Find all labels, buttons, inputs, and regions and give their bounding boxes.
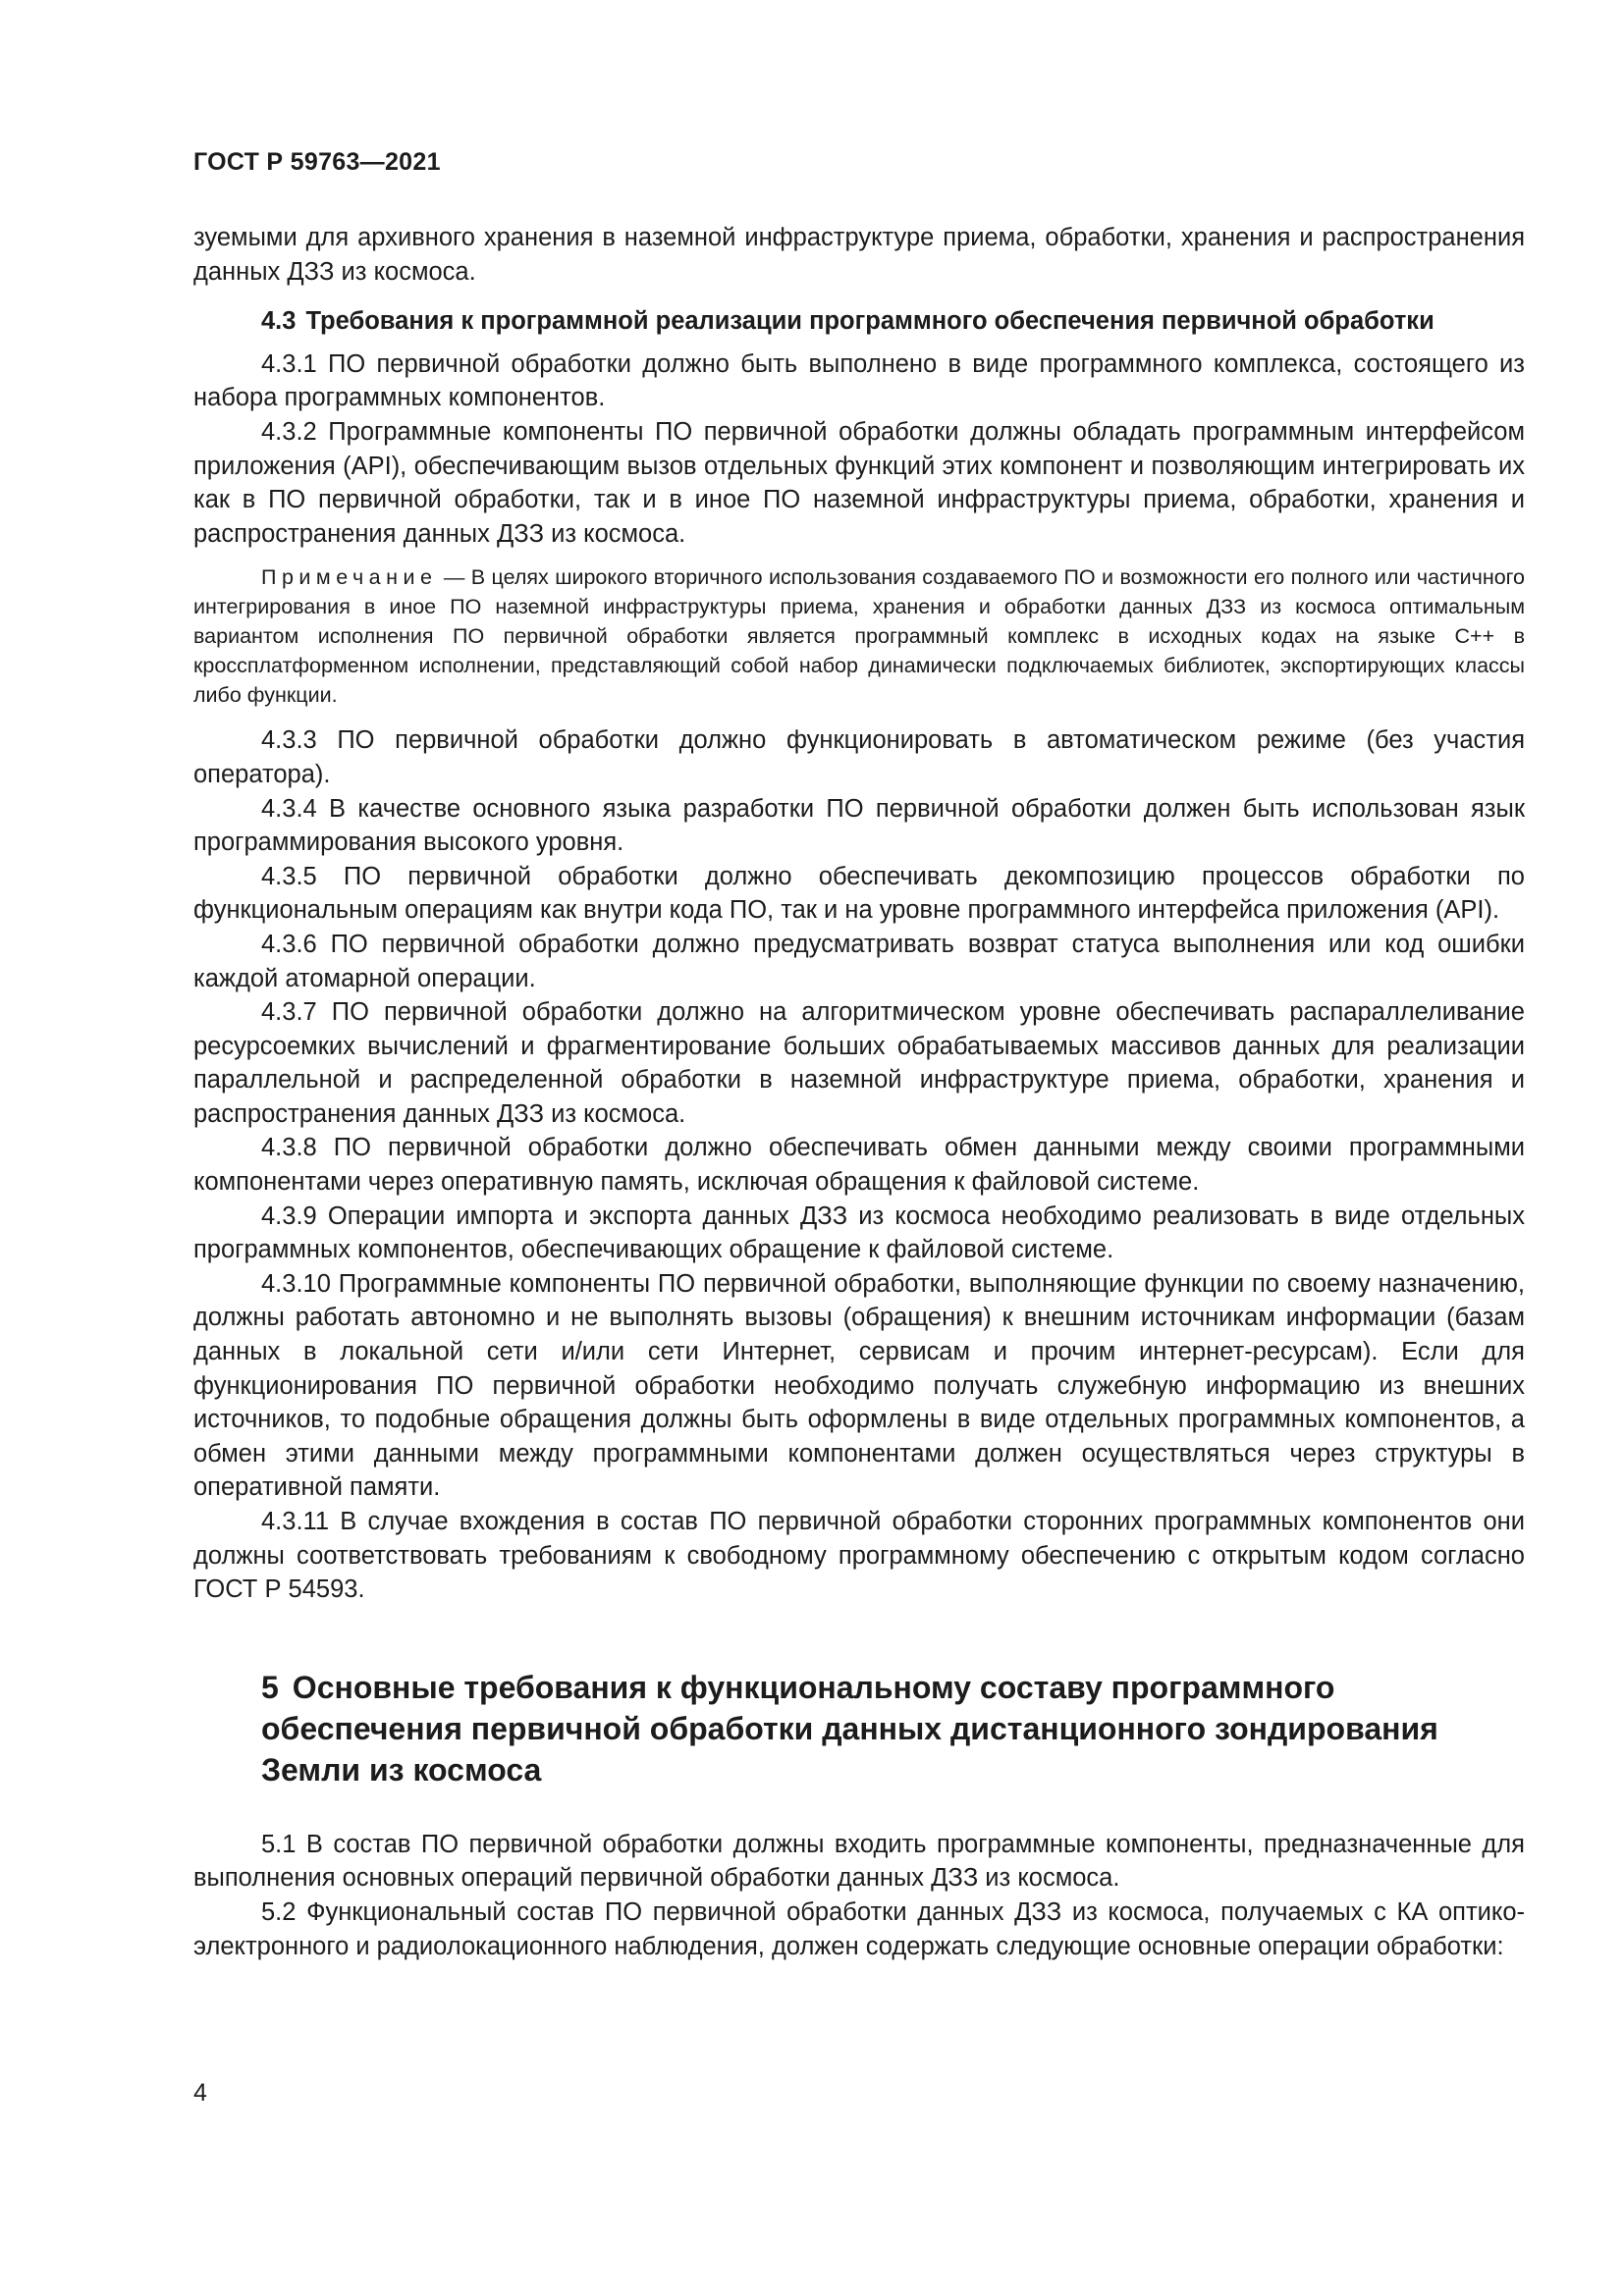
section-heading-5 [193, 1667, 1525, 1790]
paragraph-4-3-8: 4.3.8 ПО первичной обработки должно обеспечивать обмен данными между своими программными компонентами через оперативную память, исключая обращения к файловой системе. [193, 1134, 1525, 1197]
page-number: 4 [193, 2079, 207, 2107]
section-number: 5 [261, 1669, 279, 1705]
note-label: Примечание [261, 565, 438, 590]
paragraph-4-3-2: 4.3.2 Программные компоненты ПО первичной обработки должны обладать программным интерфейсом приложения (API), обеспечивающим вызов отдельных функций этих компонент и позволяющим интегрировать их как в ПО первичной обработки, так и в иное ПО наземной инфраструктуры приема, обработки, хранения и распространения данных ДЗЗ из космоса. [193, 417, 1525, 548]
paragraph-4-3-4: 4.3.4 В качестве основного языка разработки ПО первичной обработки должен быть использован язык программирования высокого уровня. [193, 794, 1525, 857]
paragraph-4-3-11: 4.3.11 В случае вхождения в состав ПО первичной обработки сторонних программных компонентов они должны соответствовать требованиям к свободному программному обеспечению с открытым кодом согласно ГОСТ Р 54593. [193, 1508, 1525, 1604]
paragraph-4-3-1: 4.3.1 ПО первичной обработки должно быть выполнено в виде программного комплекса, состоящего из набора программных компонентов. [193, 349, 1525, 412]
paragraph-4-3-3: 4.3.3 ПО первичной обработки должно функционировать в автоматическом режиме (без участия оператора). [193, 726, 1525, 788]
document-code-header: ГОСТ Р 59763—2021 [193, 148, 441, 176]
paragraph-5-2: 5.2 Функциональный состав ПО первичной обработки данных ДЗЗ из космоса, получаемых с КА оптико-электронного и радиолокационного наблюдения, должен содержать следующие основные операции обработки: [193, 1897, 1525, 1960]
note-text: — В целях широкого вторичного использования создаваемого ПО и возможности его полного или частичного интегрирования в иное ПО наземной инфраструктуры приема, хранения и обработки данных ДЗЗ из космоса оптимальным вариантом исполнения ПО первичной обработки является программный комплекс в исходных кодах на языке С++ в кроссплатформенном исполнении, представляющий собой набор динамически подключаемых библиотек, экспортирующих классы либо функции. [193, 565, 1525, 708]
subsection-number: 4.3 [261, 307, 297, 336]
paragraph-4-3-5: 4.3.5 ПО первичной обработки должно обеспечивать декомпозицию процессов обработки по функциональным операциям как внутри кода ПО, так и на уровне программного интерфейса приложения (API). [193, 862, 1525, 925]
section-title: Основные требования к функциональному составу программного обеспечения первичной обработки данных дистанционного зондирования Земли из космоса [261, 1669, 1438, 1788]
paragraph-4-3-7: 4.3.7 ПО первичной обработки должно на алгоритмическом уровне обеспечивать распараллеливание ресурсоемких вычислений и фрагментирование больших обрабатываемых массивов данных для реализации параллельной и распределенной обработки в наземной инфраструктуре приема, обработки, хранения и распространения данных ДЗЗ из космоса. [193, 998, 1525, 1128]
paragraph-4-3-10: 4.3.10 Программные компоненты ПО первичной обработки, выполняющие функции по своему назначению, должны работать автономно и не выполнять вызовы (обращения) к внешним источникам информации (базам данных в локальной сети и/или сети Интернет, сервисам и прочим интернет-ресурсам). Если для функционирования ПО первичной обработки необходимо получать служебную информацию из внешних источников, то подобные обращения должны быть оформлены в виде отдельных программных компонентов, а обмен этими данными между программными компонентами должен осуществляться через структуры в оперативной памяти. [193, 1269, 1525, 1502]
paragraph-5-1: 5.1 В состав ПО первичной обработки должны входить программные компоненты, предназначенные для выполнения основных операций первичной обработки данных ДЗЗ из космоса. [193, 1830, 1525, 1893]
note-block [193, 562, 1525, 710]
continuation-paragraph: зуемыми для архивного хранения в наземной инфраструктуре приема, обработки, хранения и распространения данных ДЗЗ из космоса. [193, 224, 1525, 286]
paragraph-4-3-9: 4.3.9 Операции импорта и экспорта данных ДЗЗ из космоса необходимо реализовать в виде отдельных программных компонентов, обеспечивающих обращение к файловой системе. [193, 1201, 1525, 1264]
subsection-title: Требования к программной реализации программного обеспечения первичной обработки [305, 307, 1435, 336]
subsection-heading-4-3 [193, 304, 1525, 339]
document-body [193, 221, 1525, 1963]
paragraph-4-3-6: 4.3.6 ПО первичной обработки должно предусматривать возврат статуса выполнения или код ошибки каждой атомарной операции. [193, 930, 1525, 992]
